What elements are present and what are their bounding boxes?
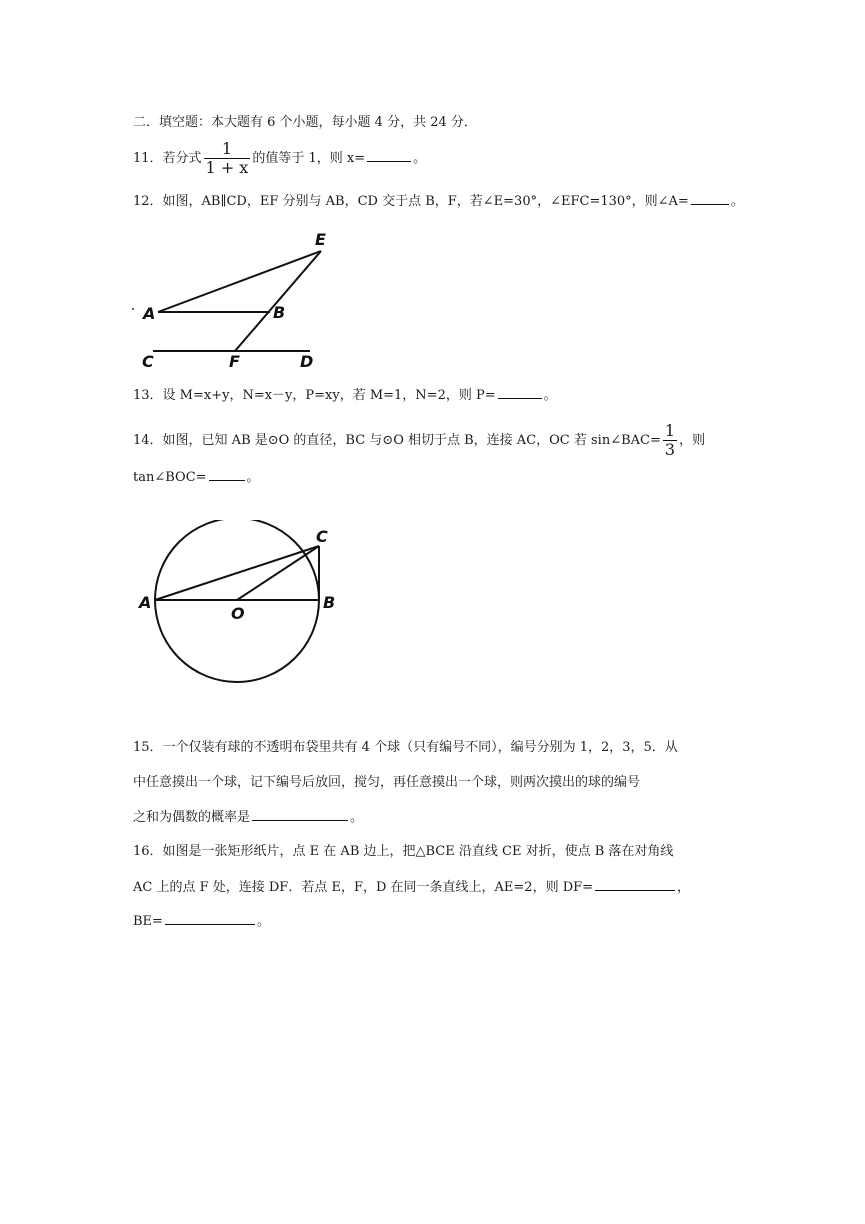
- question-16-line3: [133, 912, 270, 931]
- q12-label-F: F: [229, 352, 240, 371]
- q11-frac-numerator: 1: [204, 140, 251, 159]
- q11-end: 。: [413, 151, 427, 166]
- q12-label-D: D: [300, 352, 314, 371]
- section-header: 二．填空题：本大题有 6 个小题，每小题 4 分，共 24 分．: [133, 115, 477, 130]
- q13-answer-blank[interactable]: [498, 386, 542, 399]
- q14-answer-blank[interactable]: [209, 468, 245, 481]
- q12-line-EF: [235, 251, 321, 351]
- q16-be-answer-blank[interactable]: [165, 912, 255, 925]
- question-15-line1: 15．一个仅装有球的不透明布袋里共有 4 个球（只有编号不同），编号分别为 1，2，3，5．从: [133, 740, 678, 755]
- q15-answer-blank[interactable]: [252, 808, 348, 821]
- q12-figure: [125, 225, 345, 375]
- q14-label-O: O: [231, 604, 245, 623]
- question-11: [133, 140, 426, 177]
- q14-label-C: C: [316, 527, 328, 546]
- q14-end: 。: [246, 470, 260, 485]
- question-16-line1: 16．如图是一张矩形纸片，点 E 在 AB 边上，把△BCE 沿直线 CE 对折，使点 B 落在对角线: [133, 844, 674, 859]
- q11-prefix: 11．若分式: [133, 151, 202, 166]
- q15-end: 。: [350, 810, 364, 825]
- q11-frac-denominator: 1 + x: [205, 158, 249, 177]
- q14-frac-numerator: 1: [664, 421, 676, 440]
- q12-label-E: E: [315, 230, 326, 249]
- question-16-line2: [133, 878, 690, 897]
- q12-line-AE: [158, 251, 321, 312]
- q16-comma: ，: [677, 880, 691, 895]
- question-14-line1: [133, 422, 705, 459]
- q14-line2: tan∠BOC=: [133, 470, 207, 485]
- question-13: [133, 386, 557, 405]
- q16-df-answer-blank[interactable]: [595, 878, 675, 891]
- q14-figure: [135, 520, 345, 700]
- q14-frac-denominator: 3: [664, 440, 676, 459]
- question-14-line2: [133, 468, 260, 487]
- question-15-line2: 中任意摸出一个球，记下编号后放回，搅匀，再任意摸出一个球，则两次摸出的球的编号: [133, 775, 641, 790]
- q11-fraction: [204, 140, 251, 177]
- q14-line-AC: [155, 546, 319, 600]
- q11-suffix: 的值等于 1，则 x=: [252, 151, 366, 166]
- q14-text-b: ，则: [679, 433, 706, 448]
- q12-label-A: A: [143, 304, 156, 323]
- q13-text: 13．设 M=x+y，N=x－y，P=xy，若 M=1，N=2，则 P=: [133, 388, 496, 403]
- q16-line3: BE=: [133, 914, 163, 929]
- q13-end: 。: [543, 388, 557, 403]
- q12-text: 12．如图，AB∥CD，EF 分别与 AB，CD 交于点 B，F，若∠E=30°，∠EFC=130°，则∠A=: [133, 194, 689, 209]
- q12-label-B: B: [273, 303, 286, 322]
- q14-label-A: A: [139, 593, 152, 612]
- q14-text-a: 14．如图，已知 AB 是⊙O 的直径，BC 与⊙O 相切于点 B，连接 AC，OC 若 sin∠BAC=: [133, 433, 661, 448]
- q12-end: 。: [730, 194, 744, 209]
- q12-answer-blank[interactable]: [691, 192, 729, 205]
- question-15-line3: [133, 808, 363, 827]
- q14-line-OC: [237, 546, 319, 600]
- question-12: [133, 192, 744, 211]
- q16-line2: AC 上的点 F 处，连接 DF．若点 E，F，D 在同一条直线上，AE=2，则 DF=: [133, 880, 594, 895]
- q11-answer-blank[interactable]: [367, 149, 411, 162]
- q15-line3: 之和为偶数的概率是: [133, 810, 251, 825]
- q12-label-C: C: [142, 352, 154, 371]
- q14-fraction: [663, 422, 677, 459]
- q14-label-B: B: [323, 593, 336, 612]
- q16-end: 。: [256, 914, 270, 929]
